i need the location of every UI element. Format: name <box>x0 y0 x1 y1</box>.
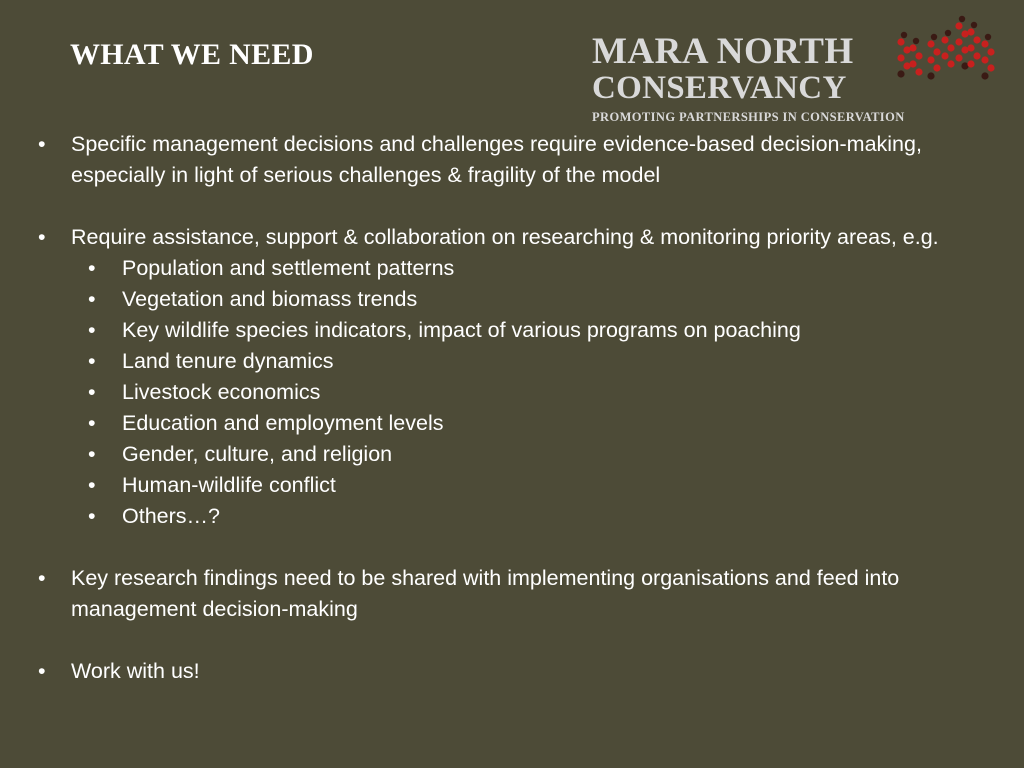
bullet-glyph: • <box>38 566 46 590</box>
logo-figure-dot <box>987 48 994 55</box>
logo-figure-head <box>985 34 991 40</box>
bullet-glyph: • <box>38 132 46 156</box>
logo-line-2: CONSERVANCY <box>592 70 847 106</box>
bullet-glyph: • <box>88 442 96 466</box>
sub-bullet-text: Human-wildlife conflict <box>122 473 336 497</box>
sub-bullet-text: Vegetation and biomass trends <box>122 287 418 311</box>
logo-figure-dot <box>967 44 974 51</box>
logo-figure-dot <box>927 72 934 79</box>
bullet-text: Key research findings need to be shared with implementing organisations and feed into management decision-making <box>71 566 900 621</box>
bullet-item <box>0 129 1024 191</box>
sub-bullet-text: Education and employment levels <box>122 411 444 435</box>
bullet-list <box>0 129 1024 687</box>
bullet-text: Specific management decisions and challenges require evidence-based decision-making, especially in light of serious challenges & fragility of the model <box>71 132 922 187</box>
sub-bullet-text: Gender, culture, and religion <box>122 442 393 466</box>
bullet-glyph: • <box>88 318 96 342</box>
bullet-glyph: • <box>88 380 96 404</box>
bullet-glyph: • <box>88 287 96 311</box>
logo-figure-head <box>931 34 937 40</box>
logo-figure-head <box>971 22 977 28</box>
logo-line-1: MARA NORTH <box>592 31 854 72</box>
bullet-glyph: • <box>88 473 96 497</box>
bullet-glyph: • <box>88 411 96 435</box>
logo-figure-dot <box>927 40 934 47</box>
logo-tagline: PROMOTING PARTNERSHIPS IN CONSERVATION <box>592 110 905 124</box>
logo-figure-dot <box>947 44 954 51</box>
logo-figure-dot <box>967 28 974 35</box>
logo-figure-dot <box>955 22 962 29</box>
logo-figure-dot <box>981 72 988 79</box>
logo-figure-dot <box>933 64 940 71</box>
bullet-item <box>0 563 1024 625</box>
bullet-text: Work with us! <box>71 659 200 683</box>
logo-figure-head <box>913 38 919 44</box>
bullet-glyph: • <box>38 659 46 683</box>
sub-bullet-text: Livestock economics <box>122 380 321 404</box>
logo-dot-figures-icon <box>896 14 1000 106</box>
slide-title: WHAT WE NEED <box>70 38 314 71</box>
logo-figure-dot <box>967 60 974 67</box>
bullet-glyph: • <box>88 504 96 528</box>
bullet-glyph: • <box>88 256 96 280</box>
logo-figure-dot <box>909 60 916 67</box>
logo-figure-dot <box>973 52 980 59</box>
logo-figure-dot <box>955 54 962 61</box>
bullet-item <box>0 656 1024 687</box>
logo-figure-dot <box>915 52 922 59</box>
logo-figure-dot <box>981 56 988 63</box>
logo-figure-dot <box>927 56 934 63</box>
bullet-text: Require assistance, support & collaboration on researching & monitoring priority areas, e.g. <box>71 225 939 249</box>
logo-figure-head <box>901 32 907 38</box>
sub-bullet-item <box>0 501 1024 532</box>
logo-figure-head <box>945 30 951 36</box>
logo-figure-dot <box>897 70 904 77</box>
logo-figure-dot <box>909 44 916 51</box>
sub-bullet-text: Land tenure dynamics <box>122 349 334 373</box>
sub-bullet-item <box>0 408 1024 439</box>
logo-figure-dot <box>955 38 962 45</box>
bullet-glyph: • <box>88 349 96 373</box>
logo-figure-dot <box>973 36 980 43</box>
sub-bullet-item <box>0 284 1024 315</box>
bullet-item <box>0 222 1024 253</box>
sub-bullet-item <box>0 315 1024 346</box>
sub-bullet-item <box>0 439 1024 470</box>
sub-bullet-item <box>0 253 1024 284</box>
sub-bullet-item <box>0 346 1024 377</box>
logo-figure-dot <box>947 60 954 67</box>
logo-figure-head <box>959 16 965 22</box>
logo-figure-dot <box>941 36 948 43</box>
logo-figure-dot <box>987 64 994 71</box>
logo-figure-dot <box>915 68 922 75</box>
logo-figure-dot <box>933 48 940 55</box>
sub-bullet-text: Population and settlement patterns <box>122 256 455 280</box>
sub-bullet-item <box>0 470 1024 501</box>
sub-bullet-text: Key wildlife species indicators, impact of various programs on poaching <box>122 318 801 342</box>
sub-bullet-text: Others…? <box>122 504 220 528</box>
sub-bullet-item <box>0 377 1024 408</box>
mara-north-conservancy-logo <box>590 14 1000 126</box>
logo-figure-dot <box>941 52 948 59</box>
bullet-glyph: • <box>38 225 46 249</box>
logo-figure-dot <box>897 38 904 45</box>
logo-figure-dot <box>981 40 988 47</box>
logo-figure-dot <box>897 54 904 61</box>
